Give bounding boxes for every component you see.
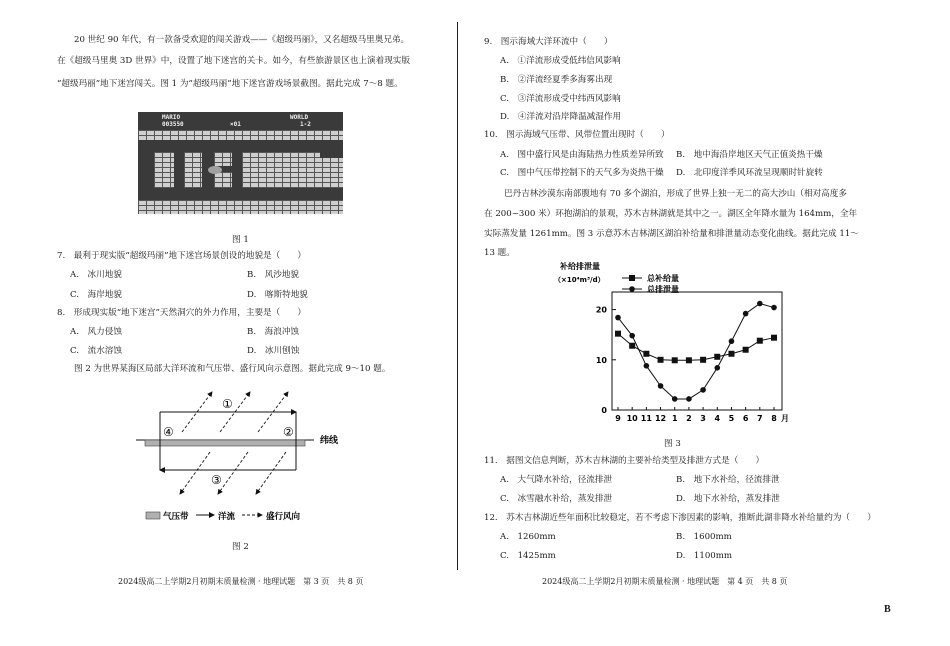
label-current-4: ④: [163, 425, 174, 439]
hud-mario-label: MARIO: [162, 114, 181, 121]
supply-point: [658, 357, 664, 363]
paper-version-mark: B: [884, 604, 891, 615]
q9-option-c: C. ③洋流形成受中纬西风影响: [500, 94, 621, 104]
supply-point: [700, 357, 706, 363]
q8-option-b: B. 海浪冲蚀: [247, 327, 300, 337]
q11-option-b: B. 地下水补给，径流排泄: [676, 475, 780, 485]
hud-score: 003550: [162, 121, 184, 128]
q10-option-c: C. 图中气压带控制下的天气多为炎热干燥: [500, 168, 664, 178]
intro-line-3: “超级玛丽”地下迷宫闯关。图 1 为“超级玛丽”地下迷宫游戏场景截图。据此完成 7～8 题。: [57, 79, 403, 89]
q11-option-d: D. 地下水补给，蒸发排泄: [676, 494, 780, 504]
x-unit-label: 月: [781, 414, 789, 423]
x-tick-label: 2: [686, 414, 692, 423]
left-page: [0, 0, 457, 646]
supply-point: [686, 357, 692, 363]
legend-belt-label: 气压带: [163, 512, 189, 522]
q12-option-b: B. 1600mm: [676, 532, 732, 542]
supply-point: [771, 335, 777, 341]
q10-stem: 10. 图示海域气压带、风带位置出现时（ ）: [484, 130, 670, 140]
x-tick-label: 4: [714, 414, 721, 423]
hud-world-label: WORLD: [290, 114, 309, 121]
lake-intro-line-1: 巴丹吉林沙漠东南部腹地有 70 多个湖泊，形成了世界上独一无二的高大沙山（相对高度多: [504, 189, 847, 199]
discharge-point: [700, 387, 706, 393]
q7-stem: 7. 最利于现实版“超级玛丽”地下迷宫场景创设的地貌是（ ）: [57, 251, 307, 261]
q12-option-c: C. 1425mm: [500, 551, 556, 561]
wind-arrow-6: [256, 452, 286, 494]
lake-supply-discharge-chart: [550, 258, 790, 428]
fig3-caption: 图 3: [664, 439, 681, 449]
legend-belt-swatch: [146, 512, 160, 519]
q8-stem: 8. 形成现实版“地下迷宫”天然洞穴的外力作用，主要是（ ）: [57, 308, 307, 318]
q7-option-a: A. 冰川地貌: [70, 270, 122, 280]
x-tick-label: 12: [654, 414, 667, 423]
right-page-footer: 2024级高二上学期2月初期末质量检测 · 地理试题 第 4 页 共 8 页: [542, 577, 788, 586]
discharge-point: [714, 365, 720, 371]
y-tick-label: 0: [601, 406, 607, 415]
lake-intro-line-2: 在 200~300 米）环抱湖泊的景观，苏木吉林湖就是其中之一。湖区全年降水量为 164mm，全年: [484, 209, 858, 219]
left-page-footer: 2024级高二上学期2月初期末质量检测 · 地理试题 第 3 页 共 8 页: [118, 577, 364, 586]
discharge-point: [658, 383, 664, 389]
q9-option-b: B. ②洋流经夏季多海雾出现: [500, 75, 613, 85]
x-tick-label: 7: [757, 414, 763, 423]
pressure-belt: [145, 440, 305, 446]
x-tick-label: 8: [771, 414, 777, 423]
chart-yunit: （×10⁴m³/d）: [554, 276, 605, 284]
fig1-caption: 图 1: [232, 235, 249, 245]
legend-circle-marker: [629, 286, 635, 292]
q10-option-a: A. 图中盛行风是由海陆热力性质差异所致: [500, 150, 664, 160]
discharge-point: [615, 315, 621, 321]
q11-option-c: C. 冰雪融水补给，蒸发排泄: [500, 494, 613, 504]
q7-option-b: B. 风沙地貌: [247, 270, 300, 280]
supply-point: [743, 347, 749, 353]
y-tick-label: 20: [595, 305, 607, 315]
q7-option-c: C. 海岸地貌: [70, 290, 122, 300]
supply-point: [714, 354, 720, 360]
q7-option-d: D. 喀斯特地貌: [247, 290, 308, 300]
supply-point: [629, 343, 635, 349]
page-divider: [457, 22, 458, 570]
supply-point: [615, 331, 621, 337]
fig2-intro: 图 2 为世界某海区局部大洋环流和气压带、盛行风向示意图。据此完成 9～10 题。: [74, 364, 391, 374]
x-tick-label: 6: [742, 414, 749, 423]
supply-point: [757, 338, 763, 344]
x-tick-label: 1: [671, 414, 678, 423]
x-tick-label: 10: [626, 414, 638, 423]
ocean-current-diagram: [0, 0, 457, 646]
q11-option-a: A. 大气降水补给，径流排泄: [500, 475, 613, 485]
discharge-point: [743, 311, 749, 317]
q8-option-c: C. 流水溶蚀: [70, 346, 122, 356]
q8-option-d: D. 冰川刨蚀: [247, 346, 300, 356]
right-page: [460, 0, 950, 646]
q10-option-b: B. 地中海沿岸地区天气正值炎热干燥: [676, 150, 823, 160]
intro-line-1: 20 世纪 90 年代，有一款备受欢迎的闯关游戏——《超级玛丽》，又名超级马里奥兄弟。: [74, 35, 410, 45]
legend-label: 总排泄量: [647, 285, 679, 294]
discharge-point: [686, 396, 692, 402]
supply-point: [643, 351, 649, 357]
hud-world-level: 1-2: [300, 121, 311, 128]
q9-stem: 9. 图示海域大洋环流中（ ）: [484, 37, 613, 47]
label-current-3: ③: [211, 473, 222, 487]
q9-option-a: A. ①洋流形成受低纬信风影响: [500, 56, 621, 66]
chart-ylabel: 补给排泄量: [560, 262, 600, 271]
q11-stem: 11. 据图文信息判断，苏木吉林湖的主要补给类型及排泄方式是（ ）: [484, 456, 765, 466]
fig2-caption: 图 2: [232, 542, 249, 552]
legend-label: 总补给量: [647, 274, 679, 283]
intro-line-2: 在《超级马里奥 3D 世界》中，设置了地下迷宫的关卡。如今，有些旅游景区也上演着现实版: [57, 56, 410, 66]
discharge-point: [757, 301, 763, 307]
wind-arrow-4: [180, 452, 210, 494]
supply-point: [672, 357, 678, 363]
legend-square-marker: [629, 275, 635, 281]
discharge-point: [629, 333, 635, 339]
legend-current-label: 洋流: [218, 512, 236, 522]
discharge-point: [644, 363, 650, 369]
lake-intro-line-3: 实际蒸发量 1261mm。图 3 示意苏木吉林湖区湖泊补给量和排泄量动态变化曲线。据此完成 11～: [484, 229, 859, 239]
lake-intro-line-4: 13 题。: [484, 248, 515, 258]
q12-option-d: D. 1100mm: [676, 551, 733, 561]
hud-coins: ×01: [230, 121, 241, 128]
x-tick-label: 3: [700, 414, 706, 423]
q9-option-d: D. ④洋流对沿岸降温减湿作用: [500, 112, 622, 122]
x-tick-label: 11: [640, 414, 652, 423]
label-current-1: ①: [222, 397, 233, 411]
discharge-point: [729, 338, 735, 344]
chart-frame: [612, 292, 782, 410]
discharge-point: [672, 396, 678, 402]
label-current-2: ②: [283, 425, 294, 439]
legend-wind-label: 盛行风向: [266, 512, 301, 522]
wind-arrow-5: [218, 452, 248, 494]
q10-option-d: D. 北印度洋季风环流呈现顺时针旋转: [676, 168, 823, 178]
q12-stem: 12. 苏木吉林湖近些年面积比较稳定，若不考虑下渗因素的影响，推断此湖非降水补给量约为（ ）: [484, 513, 876, 523]
supply-point: [728, 351, 734, 357]
discharge-point: [771, 305, 777, 311]
x-tick-label: 9: [615, 414, 621, 423]
q12-option-a: A. 1260mm: [500, 532, 556, 542]
y-tick-label: 10: [595, 355, 607, 365]
label-latitude: 纬线: [320, 436, 339, 446]
q8-option-a: A. 风力侵蚀: [70, 327, 122, 337]
x-tick-label: 5: [728, 414, 735, 423]
